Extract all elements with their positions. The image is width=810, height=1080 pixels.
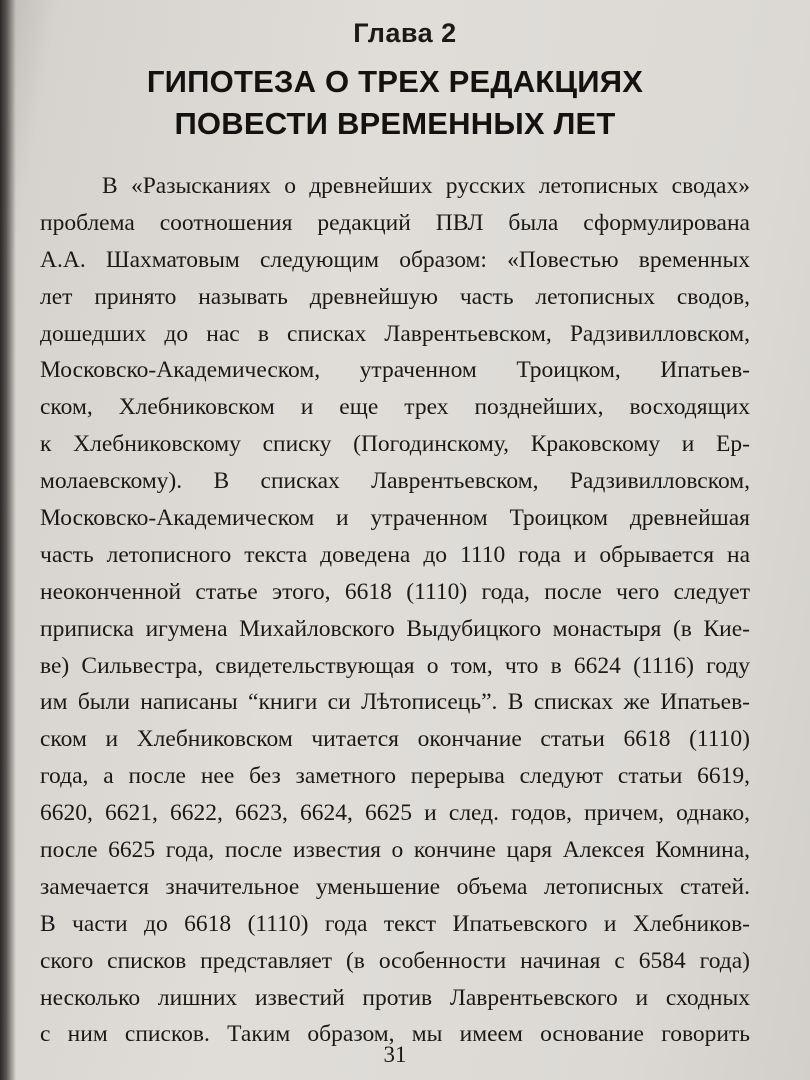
text-line: несколько лишних известий против Лаврентьевского и сходных: [40, 984, 750, 1011]
text-line: им были написаны “книги си Лѣтописець”. В списках же Ипатьев-: [40, 689, 750, 716]
text-line: проблема соотношения редакций ПВЛ была сформулирована: [40, 209, 750, 236]
text-line: ве) Сильвестра, свидетельствующая о том, что в 6624 (1116) году: [40, 652, 750, 679]
text-line: ском и Хлебниковском читается окончание статьи 6618 (1110): [40, 726, 750, 753]
body-text: [40, 168, 750, 1053]
chapter-title-line-1: ГИПОТЕЗА О ТРЕХ РЕДАКЦИЯХ: [146, 64, 644, 99]
text-line: В части до 6618 (1110) года текст Ипатьевского и Хлебников-: [40, 910, 750, 937]
text-line: Московско-Академическом, утраченном Троицком, Ипатьев-: [40, 357, 750, 384]
text-line: приписка игумена Михайловского Выдубицкого монастыря (в Кие-: [40, 615, 750, 642]
text-line: 6620, 6621, 6622, 6623, 6624, 6625 и след. годов, причем, однако,: [40, 800, 750, 827]
text-line: замечается значительное уменьшение объема летописных статей.: [40, 873, 750, 900]
text-line: после 6625 года, после известия о кончине царя Алексея Комнина,: [40, 837, 750, 864]
text-line: А.А. Шахматовым следующим образом: «Повестью временных: [40, 246, 750, 273]
text-line: молаевскому). В списках Лаврентьевском, Радзивилловском,: [40, 468, 750, 495]
chapter-title-line-2: ПОВЕСТИ ВРЕМЕННЫХ ЛЕТ: [174, 106, 616, 141]
text-line: Московско-Академическом и утраченном Троицком древнейшая: [40, 505, 750, 532]
text-line: лет принято называть древнейшую часть летописных сводов,: [40, 283, 750, 310]
text-line: дошедших до нас в списках Лаврентьевском, Радзивилловском,: [40, 320, 750, 347]
text-line: ского списков представляет (в особенности начиная с 6584 года): [40, 947, 750, 974]
chapter-heading: Глава 2: [353, 18, 457, 48]
text-line: к Хлебниковскому списку (Погодинскому, Краковскому и Ер-: [40, 431, 750, 458]
spine-shadow: [0, 0, 16, 1080]
page-number: 31: [383, 1042, 407, 1067]
text-line: В «Разысканиях о древнейших русских летописных сводах»: [102, 173, 750, 199]
text-line: часть летописного текста доведена до 1110 года и обрывается на: [40, 541, 750, 568]
text-line: ском, Хлебниковском и еще трех позднейших, восходящих: [40, 394, 750, 421]
text-line: с ним списков. Таким образом, мы имеем основание говорить: [40, 1021, 750, 1048]
text-line: неоконченной статье этого, 6618 (1110) года, после чего следует: [40, 578, 750, 605]
text-line: года, а после нее без заметного перерыва следуют статьи 6619,: [40, 763, 750, 790]
